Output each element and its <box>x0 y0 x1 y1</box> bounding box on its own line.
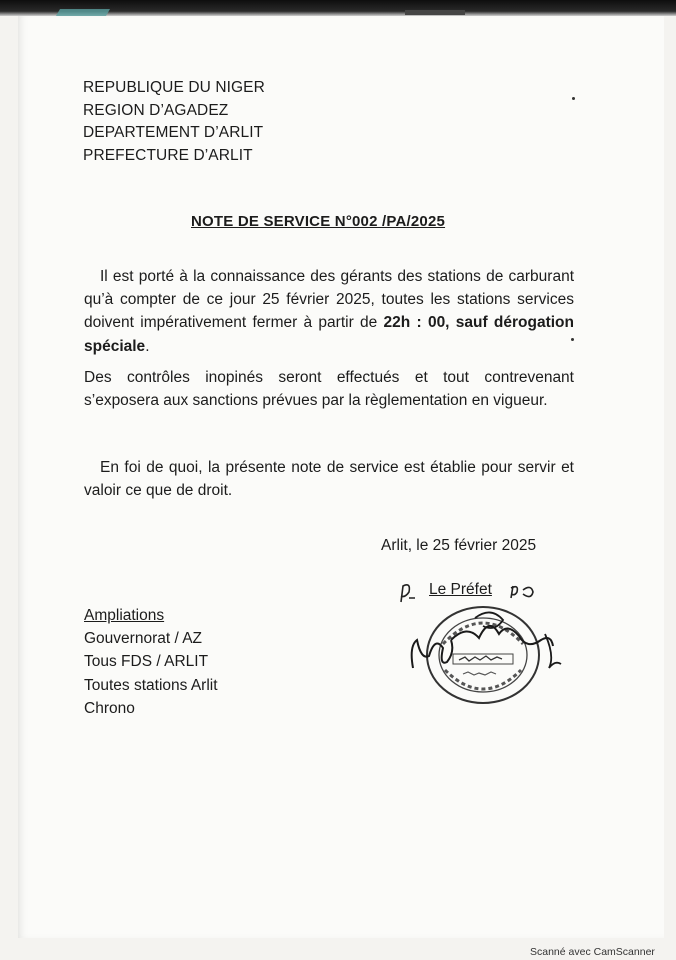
paragraph-closing: En foi de quoi, la présente note de service est établie pour servir et valoir ce que de droit. <box>84 459 574 500</box>
speck <box>572 97 575 100</box>
letterhead-prefecture: PREFECTURE D’ARLIT <box>83 146 253 164</box>
signatory-title: Le Préfet <box>429 581 492 598</box>
paragraph-notice <box>84 265 574 358</box>
ampliations-list <box>84 604 218 720</box>
letterhead-region: REGION D’AGADEZ <box>83 101 229 119</box>
scan-top-edge <box>0 0 676 16</box>
signature-block <box>395 576 575 706</box>
letterhead-department: DEPARTEMENT D’ARLIT <box>83 124 264 142</box>
notice-end: . <box>145 337 150 355</box>
paragraph-controls: Des contrôles inopinés seront effectués et tout contrevenant s’exposera aux sanctions prévues par la règlementation en vigueur. <box>84 369 574 410</box>
scan-artifact <box>56 9 110 16</box>
ampliation-item: Tous FDS / ARLIT <box>84 653 209 671</box>
ampliation-item: Toutes stations Arlit <box>84 676 218 694</box>
notice-text: Il est porté à la connaissance des gérants des stations de carburant qu’à compter de ce jour 25 février 2025, toutes les stations services doivent impérativement fermer à partir de <box>84 268 574 332</box>
ampliation-item: Gouvernorat / AZ <box>84 630 203 648</box>
document-title: NOTE DE SERVICE N°002 /PA/2025 <box>191 213 446 230</box>
scanner-watermark: Scanné avec CamScanner <box>530 946 655 958</box>
ampliations-title: Ampliations <box>84 607 165 624</box>
notice-closing-time: 22h : 00, sauf dérogation spéciale <box>84 314 574 355</box>
ampliation-item: Chrono <box>84 699 135 717</box>
letterhead-country: REPUBLIQUE DU NIGER <box>83 79 265 96</box>
handwritten-signature-icon <box>395 576 575 706</box>
scan-artifact <box>405 10 465 15</box>
letterhead <box>83 77 265 167</box>
place-and-date: Arlit, le 25 février 2025 <box>381 537 537 554</box>
